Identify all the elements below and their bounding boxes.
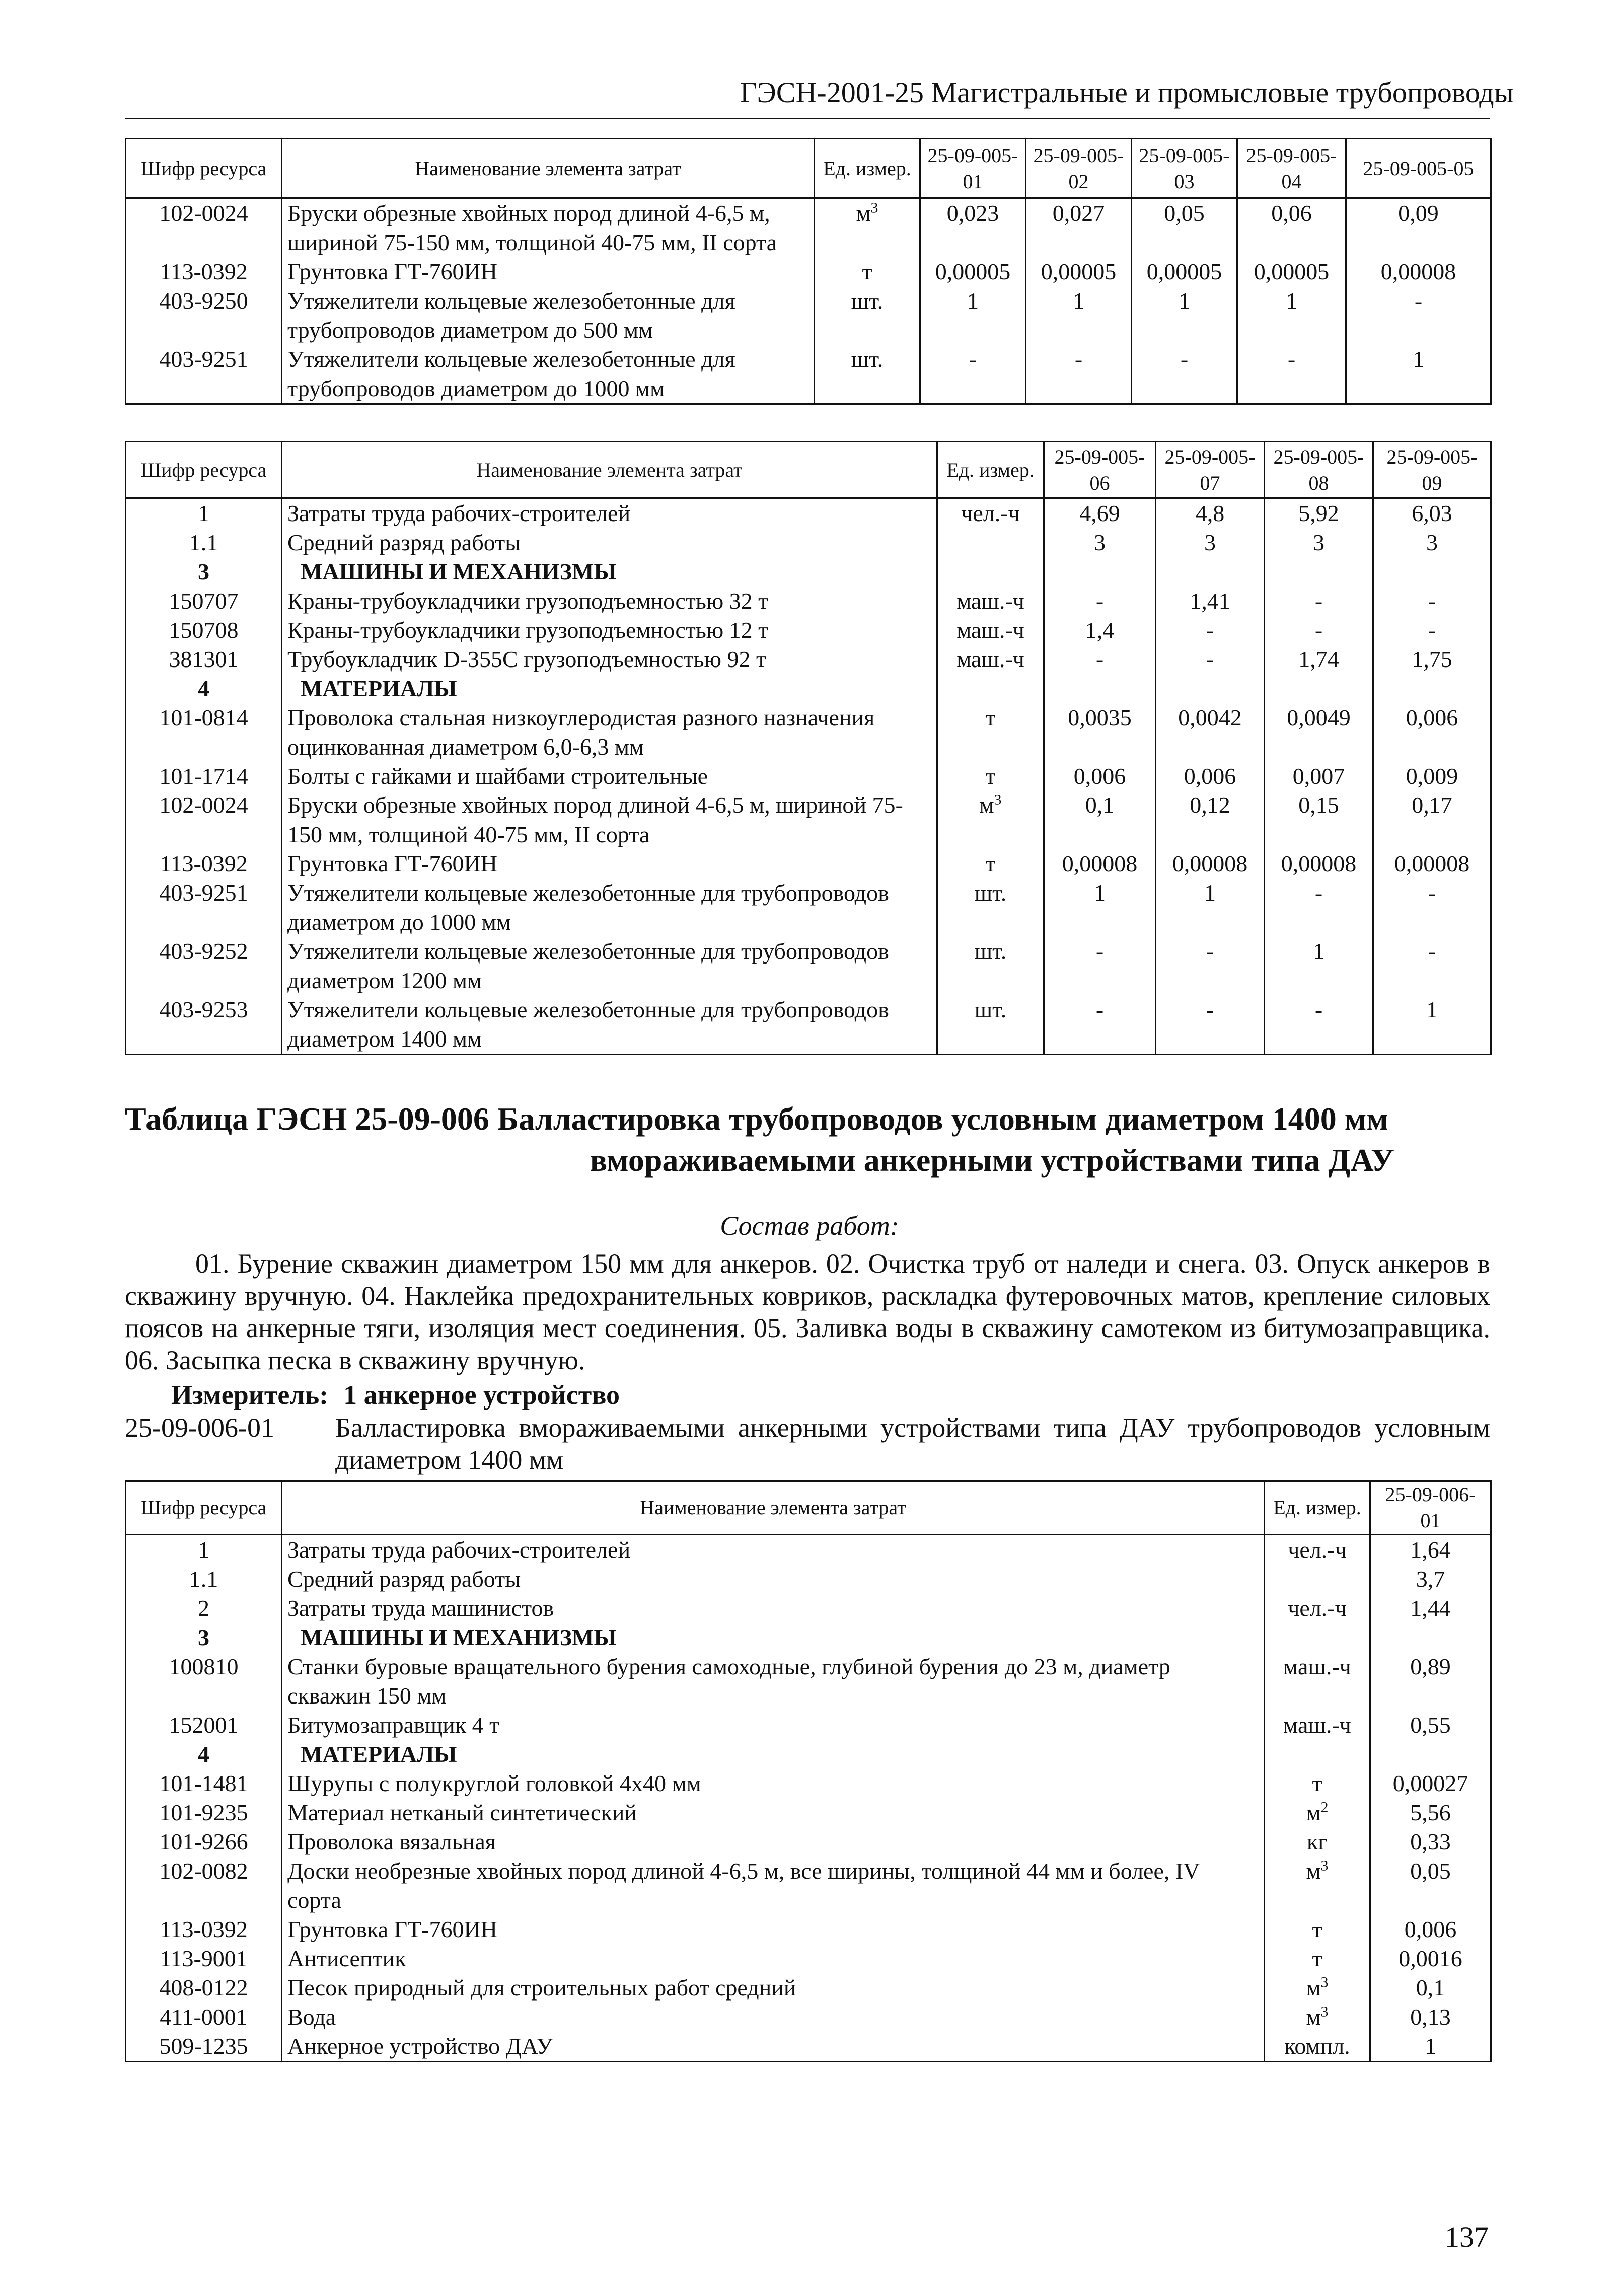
norm-value: 1 <box>1370 2032 1491 2062</box>
norm-value: 1 <box>1237 286 1346 345</box>
norm-value: 4,8 <box>1156 498 1265 529</box>
table-row <box>126 1798 1491 1827</box>
column-header: Шифр ресурса <box>126 1481 282 1535</box>
resource-code: 3 <box>126 1623 282 1652</box>
table-header-row <box>126 442 1491 498</box>
norm-value: - <box>1373 937 1491 995</box>
column-header: 25-09-005-06 <box>1044 442 1156 498</box>
norm-value: 0,1 <box>1370 1973 1491 2003</box>
norm-value: 0,00005 <box>1026 257 1132 286</box>
cost-element-name: Затраты труда рабочих-строителей <box>282 1535 1265 1565</box>
table-row <box>126 1652 1491 1711</box>
table-row <box>126 616 1491 645</box>
norm-value: 0,15 <box>1265 791 1373 849</box>
norm-value: 0,006 <box>1370 1915 1491 1944</box>
norm-value <box>1044 557 1156 586</box>
resource-code: 101-1714 <box>126 762 282 791</box>
resource-code: 102-0024 <box>126 791 282 849</box>
cost-element-name: Вода <box>282 2003 1265 2032</box>
resource-code: 150707 <box>126 586 282 616</box>
resource-code: 1 <box>126 498 282 529</box>
norm-value: - <box>1373 586 1491 616</box>
table-row <box>126 703 1491 762</box>
table-row <box>126 995 1491 1055</box>
cost-element-name: МАШИНЫ И МЕХАНИЗМЫ <box>282 557 937 586</box>
cost-element-name: Средний разряд работы <box>282 528 937 557</box>
norm-value: 0,023 <box>920 198 1026 258</box>
norm-value <box>1370 1623 1491 1652</box>
column-header: Наименование элемента затрат <box>282 139 815 198</box>
norm-value: 0,12 <box>1156 791 1265 849</box>
norm-value: - <box>1265 995 1373 1055</box>
unit-of-measure: т <box>815 257 920 286</box>
norm-value: 3 <box>1044 528 1156 557</box>
norm-value: 0,00005 <box>920 257 1026 286</box>
unit-superscript: 3 <box>994 791 1002 808</box>
unit-of-measure: чел.-ч <box>1265 1535 1370 1565</box>
measure-value: 1 анкерное устройство <box>343 1380 620 1410</box>
norm-value <box>1265 557 1373 586</box>
cost-element-name: Утяжелители кольцевые железобетонные для трубопроводов диаметром до 1000 мм <box>282 345 815 404</box>
norm-value: 3 <box>1265 528 1373 557</box>
unit-of-measure: чел.-ч <box>1265 1594 1370 1623</box>
table-row <box>126 937 1491 995</box>
norm-value: 1 <box>1026 286 1132 345</box>
unit-superscript: 3 <box>870 199 878 216</box>
norm-value: 0,027 <box>1026 198 1132 258</box>
norm-value: 1 <box>1265 937 1373 995</box>
variant-code: 25-09-006-01 <box>125 1413 274 1443</box>
resource-code: 101-0814 <box>126 703 282 762</box>
cost-element-name: Песок природный для строительных работ средний <box>282 1973 1265 2003</box>
unit-superscript: 2 <box>1320 1799 1329 1816</box>
unit-of-measure: компл. <box>1265 2032 1370 2062</box>
unit-of-measure <box>937 557 1044 586</box>
unit-of-measure <box>937 528 1044 557</box>
norm-value: 0,00008 <box>1373 849 1491 878</box>
norm-value: 5,92 <box>1265 498 1373 529</box>
table-title <box>125 1098 1490 1181</box>
unit-of-measure: т <box>1265 1769 1370 1798</box>
resource-code: 4 <box>126 1740 282 1769</box>
unit-of-measure: шт. <box>815 345 920 404</box>
norm-value: - <box>1156 937 1265 995</box>
norm-value: 0,00027 <box>1370 1769 1491 1798</box>
header-rule <box>125 118 1490 119</box>
norm-value <box>1370 1740 1491 1769</box>
norm-value: 6,03 <box>1373 498 1491 529</box>
resource-code: 411-0001 <box>126 2003 282 2032</box>
unit-of-measure: чел.-ч <box>937 498 1044 529</box>
norm-value: 0,13 <box>1370 2003 1491 2032</box>
unit-of-measure: $м^2$ <box>1265 1798 1370 1827</box>
measure-line <box>171 1379 620 1411</box>
norm-value: 1,75 <box>1373 645 1491 674</box>
resource-code: 1.1 <box>126 528 282 557</box>
table-row <box>126 498 1491 529</box>
cost-element-name: Шурупы с полукруглой головкой 4х40 мм <box>282 1769 1265 1798</box>
column-header: 25-09-005-04 <box>1237 139 1346 198</box>
unit-of-measure <box>1265 1740 1370 1769</box>
unit-of-measure: $м^3$ <box>1265 2003 1370 2032</box>
norm-value: 0,009 <box>1373 762 1491 791</box>
table-header-row <box>126 139 1491 198</box>
column-header: 25-09-005-09 <box>1373 442 1491 498</box>
norm-value: 4,69 <box>1044 498 1156 529</box>
norm-value: 0,05 <box>1132 198 1237 258</box>
table-row <box>126 1594 1491 1623</box>
table-row <box>126 1973 1491 2003</box>
norm-value: 1,74 <box>1265 645 1373 674</box>
resource-table-2 <box>125 441 1492 1055</box>
resource-code: 403-9250 <box>126 286 282 345</box>
unit-of-measure: шт. <box>937 937 1044 995</box>
unit-of-measure <box>1265 1565 1370 1594</box>
table-row <box>126 645 1491 674</box>
column-header: 25-09-005-07 <box>1156 442 1265 498</box>
norm-value: 0,0049 <box>1265 703 1373 762</box>
cost-element-name: Затраты труда машинистов <box>282 1594 1265 1623</box>
norm-value: 0,0042 <box>1156 703 1265 762</box>
measure-label: Измеритель: <box>171 1380 329 1410</box>
norm-value: 0,09 <box>1346 198 1491 258</box>
table-row <box>126 1740 1491 1769</box>
resource-code: 102-0082 <box>126 1857 282 1915</box>
resource-code: 1 <box>126 1535 282 1565</box>
resource-code: 101-1481 <box>126 1769 282 1798</box>
norm-value: - <box>1026 345 1132 404</box>
norm-value: 1 <box>1346 345 1491 404</box>
table-row <box>126 1711 1491 1740</box>
unit-of-measure <box>1265 1623 1370 1652</box>
norm-value: - <box>1156 995 1265 1055</box>
column-header: Ед. измер. <box>815 139 920 198</box>
norm-value: 0,006 <box>1373 703 1491 762</box>
table-row <box>126 1915 1491 1944</box>
cost-element-name: Утяжелители кольцевые железобетонные для трубопроводов диаметром 1200 мм <box>282 937 937 995</box>
work-description: 01. Бурение скважин диаметром 150 мм для анкеров. 02. Очистка труб от наледи и снега. 03. Опуск анкеров в скважину вручную. 04. Наклейка предохранительных ковриков, раскладка футеровочных матов, крепление силовых поясов на анкерные тяги, изоляция мест соединения. 05. Заливка воды в скважину самотеком из битумозаправщика. 06. Засыпка песка в скважину вручную. <box>125 1248 1490 1375</box>
norm-value <box>1373 557 1491 586</box>
resource-code: 113-9001 <box>126 1944 282 1973</box>
table-title-line1: Таблица ГЭСН 25-09-006 Балластировка трубопроводов условным диаметром 1400 мм <box>125 1101 1388 1137</box>
column-header: 25-09-005-02 <box>1026 139 1132 198</box>
resource-table-3 <box>125 1480 1492 2062</box>
cost-element-name: МАТЕРИАЛЫ <box>282 1740 1265 1769</box>
cost-element-name: Анкерное устройство ДАУ <box>282 2032 1265 2062</box>
column-header: 25-09-005-08 <box>1265 442 1373 498</box>
norm-value: 0,00008 <box>1044 849 1156 878</box>
cost-element-name: Грунтовка ГТ-760ИН <box>282 257 815 286</box>
norm-value: 0,55 <box>1370 1711 1491 1740</box>
table-row <box>126 762 1491 791</box>
cost-element-name: Грунтовка ГТ-760ИН <box>282 849 937 878</box>
resource-code: 403-9251 <box>126 878 282 937</box>
table-row <box>126 878 1491 937</box>
norm-value: - <box>1265 878 1373 937</box>
cost-element-name: Болты с гайками и шайбами строительные <box>282 762 937 791</box>
table-row <box>126 849 1491 878</box>
norm-value: 0,89 <box>1370 1652 1491 1711</box>
resource-code: 113-0392 <box>126 257 282 286</box>
norm-value: 1,41 <box>1156 586 1265 616</box>
norm-value: 1,44 <box>1370 1594 1491 1623</box>
cost-element-name: Утяжелители кольцевые железобетонные для трубопроводов диаметром до 1000 мм <box>282 878 937 937</box>
resource-code: 113-0392 <box>126 1915 282 1944</box>
norm-value: 0,00008 <box>1265 849 1373 878</box>
resource-code: 403-9251 <box>126 345 282 404</box>
resource-code: 403-9253 <box>126 995 282 1055</box>
resource-code: 150708 <box>126 616 282 645</box>
unit-of-measure: $м^3$ <box>1265 1857 1370 1915</box>
cost-element-name: Утяжелители кольцевые железобетонные для трубопроводов диаметром 1400 мм <box>282 995 937 1055</box>
cost-element-name: Затраты труда рабочих-строителей <box>282 498 937 529</box>
unit-of-measure: маш.-ч <box>937 586 1044 616</box>
norm-value: 0,00005 <box>1132 257 1237 286</box>
column-header: 25-09-005-01 <box>920 139 1026 198</box>
cost-element-name: Бруски обрезные хвойных пород длиной 4-6,5 м, шириной 75-150 мм, толщиной 40-75 мм, II сорта <box>282 791 937 849</box>
column-header: Шифр ресурса <box>126 442 282 498</box>
resource-code: 4 <box>126 674 282 703</box>
norm-value: - <box>1346 286 1491 345</box>
cost-element-name: МАТЕРИАЛЫ <box>282 674 937 703</box>
unit-of-measure: шт. <box>937 995 1044 1055</box>
cost-element-name: Утяжелители кольцевые железобетонные для трубопроводов диаметром до 500 мм <box>282 286 815 345</box>
norm-value: 0,1 <box>1044 791 1156 849</box>
unit-superscript: 3 <box>1320 1974 1329 1991</box>
norm-value: - <box>1156 616 1265 645</box>
table-header-row <box>126 1481 1491 1535</box>
resource-code: 403-9252 <box>126 937 282 995</box>
norm-value: 0,33 <box>1370 1827 1491 1857</box>
cost-element-name: Краны-трубоукладчики грузоподъемностью 12 т <box>282 616 937 645</box>
cost-element-name: Антисептик <box>282 1944 1265 1973</box>
resource-code: 100810 <box>126 1652 282 1711</box>
norm-value: 1 <box>920 286 1026 345</box>
unit-of-measure: $м^3$ <box>1265 1973 1370 2003</box>
resource-code: 408-0122 <box>126 1973 282 2003</box>
unit-of-measure: маш.-ч <box>1265 1652 1370 1711</box>
norm-value: 0,0035 <box>1044 703 1156 762</box>
unit-of-measure: т <box>1265 1944 1370 1973</box>
cost-element-name: Бруски обрезные хвойных пород длиной 4-6,5 м, шириной 75-150 мм, толщиной 40-75 мм, II сорта <box>282 198 815 258</box>
norm-value: - <box>920 345 1026 404</box>
unit-of-measure: т <box>937 703 1044 762</box>
unit-of-measure: шт. <box>815 286 920 345</box>
unit-of-measure <box>937 674 1044 703</box>
column-header: Шифр ресурса <box>126 139 282 198</box>
norm-value: 0,0016 <box>1370 1944 1491 1973</box>
norm-value <box>1156 557 1265 586</box>
table-row <box>126 1565 1491 1594</box>
norm-value: 0,05 <box>1370 1857 1491 1915</box>
unit-of-measure: маш.-ч <box>937 645 1044 674</box>
unit-of-measure: маш.-ч <box>1265 1711 1370 1740</box>
norm-value: 3,7 <box>1370 1565 1491 1594</box>
resource-code: 102-0024 <box>126 198 282 258</box>
norm-value: - <box>1237 345 1346 404</box>
variant-line <box>125 1412 1490 1476</box>
table-title-line2: вмораживаемыми анкерными устройствами типа ДАУ <box>590 1142 1394 1178</box>
column-header: Наименование элемента затрат <box>282 1481 1265 1535</box>
table-row <box>126 1535 1491 1565</box>
norm-value: - <box>1044 937 1156 995</box>
resource-code: 113-0392 <box>126 849 282 878</box>
column-header: 25-09-006-01 <box>1370 1481 1491 1535</box>
column-header: 25-09-005-03 <box>1132 139 1237 198</box>
norm-value: - <box>1132 345 1237 404</box>
resource-table-1 <box>125 138 1492 405</box>
table-row <box>126 557 1491 586</box>
table-row <box>126 1827 1491 1857</box>
column-header: Наименование элемента затрат <box>282 442 937 498</box>
table-row <box>126 791 1491 849</box>
table-row <box>126 286 1491 345</box>
norm-value: 1 <box>1373 995 1491 1055</box>
norm-value <box>1156 674 1265 703</box>
table-row <box>126 528 1491 557</box>
resource-code: 509-1235 <box>126 2032 282 2062</box>
column-header: Ед. измер. <box>937 442 1044 498</box>
norm-value: 3 <box>1373 528 1491 557</box>
column-header: Ед. измер. <box>1265 1481 1370 1535</box>
cost-element-name: Материал нетканый синтетический <box>282 1798 1265 1827</box>
resource-code: 2 <box>126 1594 282 1623</box>
unit-of-measure: шт. <box>937 878 1044 937</box>
norm-value: 0,007 <box>1265 762 1373 791</box>
norm-value: - <box>1373 878 1491 937</box>
norm-value: - <box>1265 586 1373 616</box>
norm-value: 0,006 <box>1044 762 1156 791</box>
unit-of-measure: маш.-ч <box>937 616 1044 645</box>
norm-value: 0,17 <box>1373 791 1491 849</box>
norm-value: - <box>1044 645 1156 674</box>
resource-code: 3 <box>126 557 282 586</box>
column-header: 25-09-005-05 <box>1346 139 1491 198</box>
norm-value: 0,06 <box>1237 198 1346 258</box>
norm-value <box>1044 674 1156 703</box>
cost-element-name: Доски необрезные хвойных пород длиной 4-6,5 м, все ширины, толщиной 44 мм и более, IV сорта <box>282 1857 1265 1915</box>
running-header: ГЭСН-2001-25 Магистральные и промысловые трубопроводы <box>740 76 1514 109</box>
norm-value: 5,56 <box>1370 1798 1491 1827</box>
cost-element-name: Краны-трубоукладчики грузоподъемностью 32 т <box>282 586 937 616</box>
table-row <box>126 586 1491 616</box>
norm-value: - <box>1373 616 1491 645</box>
unit-superscript: 3 <box>1320 1857 1329 1874</box>
table-row <box>126 257 1491 286</box>
table-row <box>126 1769 1491 1798</box>
page-number: 137 <box>1445 2220 1489 2253</box>
norm-value <box>1265 674 1373 703</box>
cost-element-name: Станки буровые вращательного бурения самоходные, глубиной бурения до 23 м, диаметр скважин 150 мм <box>282 1652 1265 1711</box>
resource-code: 1.1 <box>126 1565 282 1594</box>
unit-of-measure: $м^3$ <box>815 198 920 258</box>
unit-of-measure: т <box>937 762 1044 791</box>
norm-value: 1 <box>1156 878 1265 937</box>
resource-code: 152001 <box>126 1711 282 1740</box>
norm-value: 0,00008 <box>1156 849 1265 878</box>
unit-superscript: 3 <box>1320 2003 1329 2020</box>
norm-value <box>1373 674 1491 703</box>
unit-of-measure: т <box>1265 1915 1370 1944</box>
cost-element-name: МАШИНЫ И МЕХАНИЗМЫ <box>282 1623 1265 1652</box>
norm-value: 1 <box>1132 286 1237 345</box>
resource-code: 101-9266 <box>126 1827 282 1857</box>
norm-value: - <box>1265 616 1373 645</box>
table-row <box>126 674 1491 703</box>
table-row <box>126 345 1491 404</box>
norm-value: - <box>1044 586 1156 616</box>
work-caption: Состав работ: <box>720 1211 899 1241</box>
cost-element-name: Трубоукладчик D-355С грузоподъемностью 92 т <box>282 645 937 674</box>
norm-value: 0,00005 <box>1237 257 1346 286</box>
resource-code: 101-9235 <box>126 1798 282 1827</box>
norm-value: - <box>1044 995 1156 1055</box>
cost-element-name: Проволока вязальная <box>282 1827 1265 1857</box>
norm-value: 1,4 <box>1044 616 1156 645</box>
norm-value: 3 <box>1156 528 1265 557</box>
cost-element-name: Проволока стальная низкоуглеродистая разного назначения оцинкованная диаметром 6,0-6,3 мм <box>282 703 937 762</box>
table-row <box>126 2032 1491 2062</box>
norm-value: 1 <box>1044 878 1156 937</box>
cost-element-name: Грунтовка ГТ-760ИН <box>282 1915 1265 1944</box>
table-row <box>126 1623 1491 1652</box>
table-row <box>126 1857 1491 1915</box>
cost-element-name: Средний разряд работы <box>282 1565 1265 1594</box>
norm-value: 0,00008 <box>1346 257 1491 286</box>
table-row <box>126 2003 1491 2032</box>
table-row <box>126 198 1491 258</box>
resource-code: 381301 <box>126 645 282 674</box>
norm-value: - <box>1156 645 1265 674</box>
unit-of-measure: кг <box>1265 1827 1370 1857</box>
table-row <box>126 1944 1491 1973</box>
unit-of-measure: $м^3$ <box>937 791 1044 849</box>
norm-value: 0,006 <box>1156 762 1265 791</box>
variant-text: Балластировка вмораживаемыми анкерными устройствами типа ДАУ трубопроводов условным диаметром 1400 мм <box>335 1413 1490 1475</box>
cost-element-name: Битумозаправщик 4 т <box>282 1711 1265 1740</box>
norm-value: 1,64 <box>1370 1535 1491 1565</box>
unit-of-measure: т <box>937 849 1044 878</box>
